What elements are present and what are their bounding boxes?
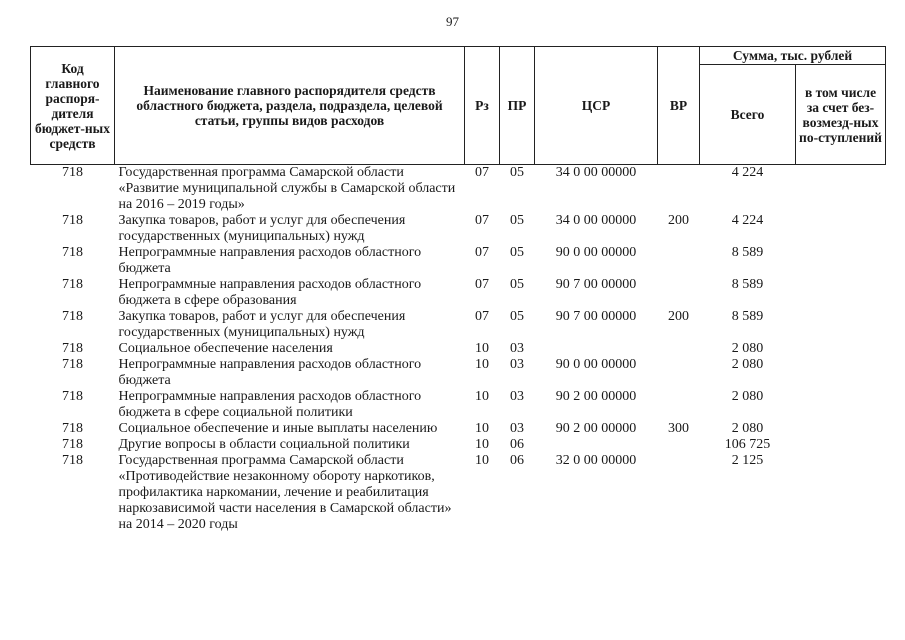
cell-name: Государственная программа Самарской области «Противодействие незаконному обороту наркотиков, профилактика наркомании, лечение и реабилитация наркозависимой части населения в Самарской области» на 2014 – 2020 годы xyxy=(118,453,452,532)
cell-total: 2 125 xyxy=(731,453,764,468)
cell-pr: 05 xyxy=(510,277,524,292)
header-sum: Сумма, тыс. рублей xyxy=(700,47,886,65)
cell-vr: 200 xyxy=(668,213,689,228)
cell-name: Непрограммные направления расходов областного бюджета в сфере образования xyxy=(118,277,422,308)
header-bezv: в том числе за счет без-возмезд-ных по-ступлений xyxy=(796,65,886,165)
header-name: Наименование главного распорядителя средств областного бюджета, раздела, подраздела, целевой статьи, группы видов расходов xyxy=(115,47,465,165)
cell-name: Закупка товаров, работ и услуг для обеспечения государственных (муниципальных) нужд xyxy=(118,213,406,244)
cell-name: Непрограммные направления расходов областного бюджета в сфере социальной политики xyxy=(118,389,422,420)
cell-rz: 07 xyxy=(475,165,489,180)
cell-rz: 10 xyxy=(475,421,489,436)
cell-csr: 34 0 00 00000 xyxy=(555,213,637,228)
cell-bezv xyxy=(796,309,886,341)
header-vr: ВР xyxy=(658,47,700,165)
table-row xyxy=(31,341,886,357)
cell-rz: 07 xyxy=(475,309,489,324)
cell-code: 718 xyxy=(62,309,83,324)
cell-code: 718 xyxy=(62,165,83,180)
cell-vr xyxy=(658,437,700,453)
table-row xyxy=(31,277,886,309)
cell-csr: 90 7 00 00000 xyxy=(555,309,637,324)
budget-table xyxy=(30,46,886,533)
cell-total: 2 080 xyxy=(731,357,764,372)
cell-pr: 03 xyxy=(510,341,524,356)
cell-csr: 90 0 00 00000 xyxy=(555,245,637,260)
cell-vr xyxy=(658,389,700,421)
cell-csr: 34 0 00 00000 xyxy=(555,165,637,180)
cell-rz: 10 xyxy=(475,389,489,404)
table-row xyxy=(31,357,886,389)
cell-pr: 03 xyxy=(510,389,524,404)
cell-total: 2 080 xyxy=(731,421,764,436)
cell-pr: 03 xyxy=(510,357,524,372)
cell-code: 718 xyxy=(62,341,83,356)
table-row xyxy=(31,389,886,421)
cell-csr: 90 0 00 00000 xyxy=(555,357,637,372)
cell-name: Социальное обеспечение населения xyxy=(118,341,333,356)
cell-pr: 05 xyxy=(510,309,524,324)
cell-vr xyxy=(658,277,700,309)
cell-csr: 32 0 00 00000 xyxy=(555,453,637,468)
cell-total: 4 224 xyxy=(731,165,764,180)
cell-name: Социальное обеспечение и иные выплаты населению xyxy=(118,421,438,436)
cell-pr: 05 xyxy=(510,165,524,180)
cell-total: 106 725 xyxy=(724,437,771,452)
cell-bezv xyxy=(796,357,886,389)
cell-pr: 06 xyxy=(510,437,524,452)
cell-vr xyxy=(658,357,700,389)
cell-total: 2 080 xyxy=(731,341,764,356)
cell-total: 4 224 xyxy=(731,213,764,228)
header-total: Всего xyxy=(700,65,796,165)
cell-code: 718 xyxy=(62,453,83,468)
cell-bezv xyxy=(796,437,886,453)
cell-code: 718 xyxy=(62,437,83,452)
cell-bezv xyxy=(796,421,886,437)
table-row xyxy=(31,213,886,245)
header-rz: Рз xyxy=(465,47,500,165)
page-number: 97 xyxy=(446,14,459,29)
cell-bezv xyxy=(796,341,886,357)
header-code: Код главного распоря-дителя бюджет-ных средств xyxy=(31,47,115,165)
cell-code: 718 xyxy=(62,277,83,292)
cell-total: 8 589 xyxy=(731,245,764,260)
cell-csr xyxy=(535,341,658,357)
cell-vr xyxy=(658,245,700,277)
cell-bezv xyxy=(796,165,886,214)
cell-rz: 10 xyxy=(475,357,489,372)
cell-name: Другие вопросы в области социальной политики xyxy=(118,437,410,452)
cell-total: 2 080 xyxy=(731,389,764,404)
cell-vr xyxy=(658,453,700,533)
cell-code: 718 xyxy=(62,389,83,404)
cell-rz: 07 xyxy=(475,213,489,228)
cell-code: 718 xyxy=(62,213,83,228)
cell-csr: 90 2 00 00000 xyxy=(555,389,637,404)
cell-pr: 03 xyxy=(510,421,524,436)
cell-rz: 07 xyxy=(475,245,489,260)
cell-name: Непрограммные направления расходов областного бюджета xyxy=(118,357,422,388)
cell-vr xyxy=(658,341,700,357)
table-row xyxy=(31,245,886,277)
cell-name: Непрограммные направления расходов областного бюджета xyxy=(118,245,422,276)
cell-vr: 200 xyxy=(668,309,689,324)
cell-rz: 10 xyxy=(475,453,489,468)
table-row xyxy=(31,309,886,341)
cell-vr xyxy=(658,165,700,214)
cell-bezv xyxy=(796,277,886,309)
cell-total: 8 589 xyxy=(731,277,764,292)
table-body xyxy=(31,165,886,534)
cell-pr: 06 xyxy=(510,453,524,468)
table-row xyxy=(31,421,886,437)
cell-vr: 300 xyxy=(668,421,689,436)
table-row xyxy=(31,453,886,533)
cell-total: 8 589 xyxy=(731,309,764,324)
table-header xyxy=(31,47,886,165)
cell-name: Государственная программа Самарской области «Развитие муниципальной службы в Самарской области на 2016 – 2019 годы» xyxy=(118,165,456,212)
cell-code: 718 xyxy=(62,421,83,436)
header-pr: ПР xyxy=(500,47,535,165)
cell-bezv xyxy=(796,245,886,277)
cell-rz: 07 xyxy=(475,277,489,292)
cell-pr: 05 xyxy=(510,245,524,260)
table-row xyxy=(31,165,886,214)
table-row xyxy=(31,437,886,453)
cell-bezv xyxy=(796,389,886,421)
header-csr: ЦСР xyxy=(535,47,658,165)
cell-csr xyxy=(535,437,658,453)
cell-bezv xyxy=(796,213,886,245)
cell-name: Закупка товаров, работ и услуг для обеспечения государственных (муниципальных) нужд xyxy=(118,309,406,340)
cell-csr: 90 2 00 00000 xyxy=(555,421,637,436)
cell-code: 718 xyxy=(62,357,83,372)
cell-bezv xyxy=(796,453,886,533)
cell-pr: 05 xyxy=(510,213,524,228)
cell-csr: 90 7 00 00000 xyxy=(555,277,637,292)
cell-rz: 10 xyxy=(475,437,489,452)
cell-code: 718 xyxy=(62,245,83,260)
cell-rz: 10 xyxy=(475,341,489,356)
